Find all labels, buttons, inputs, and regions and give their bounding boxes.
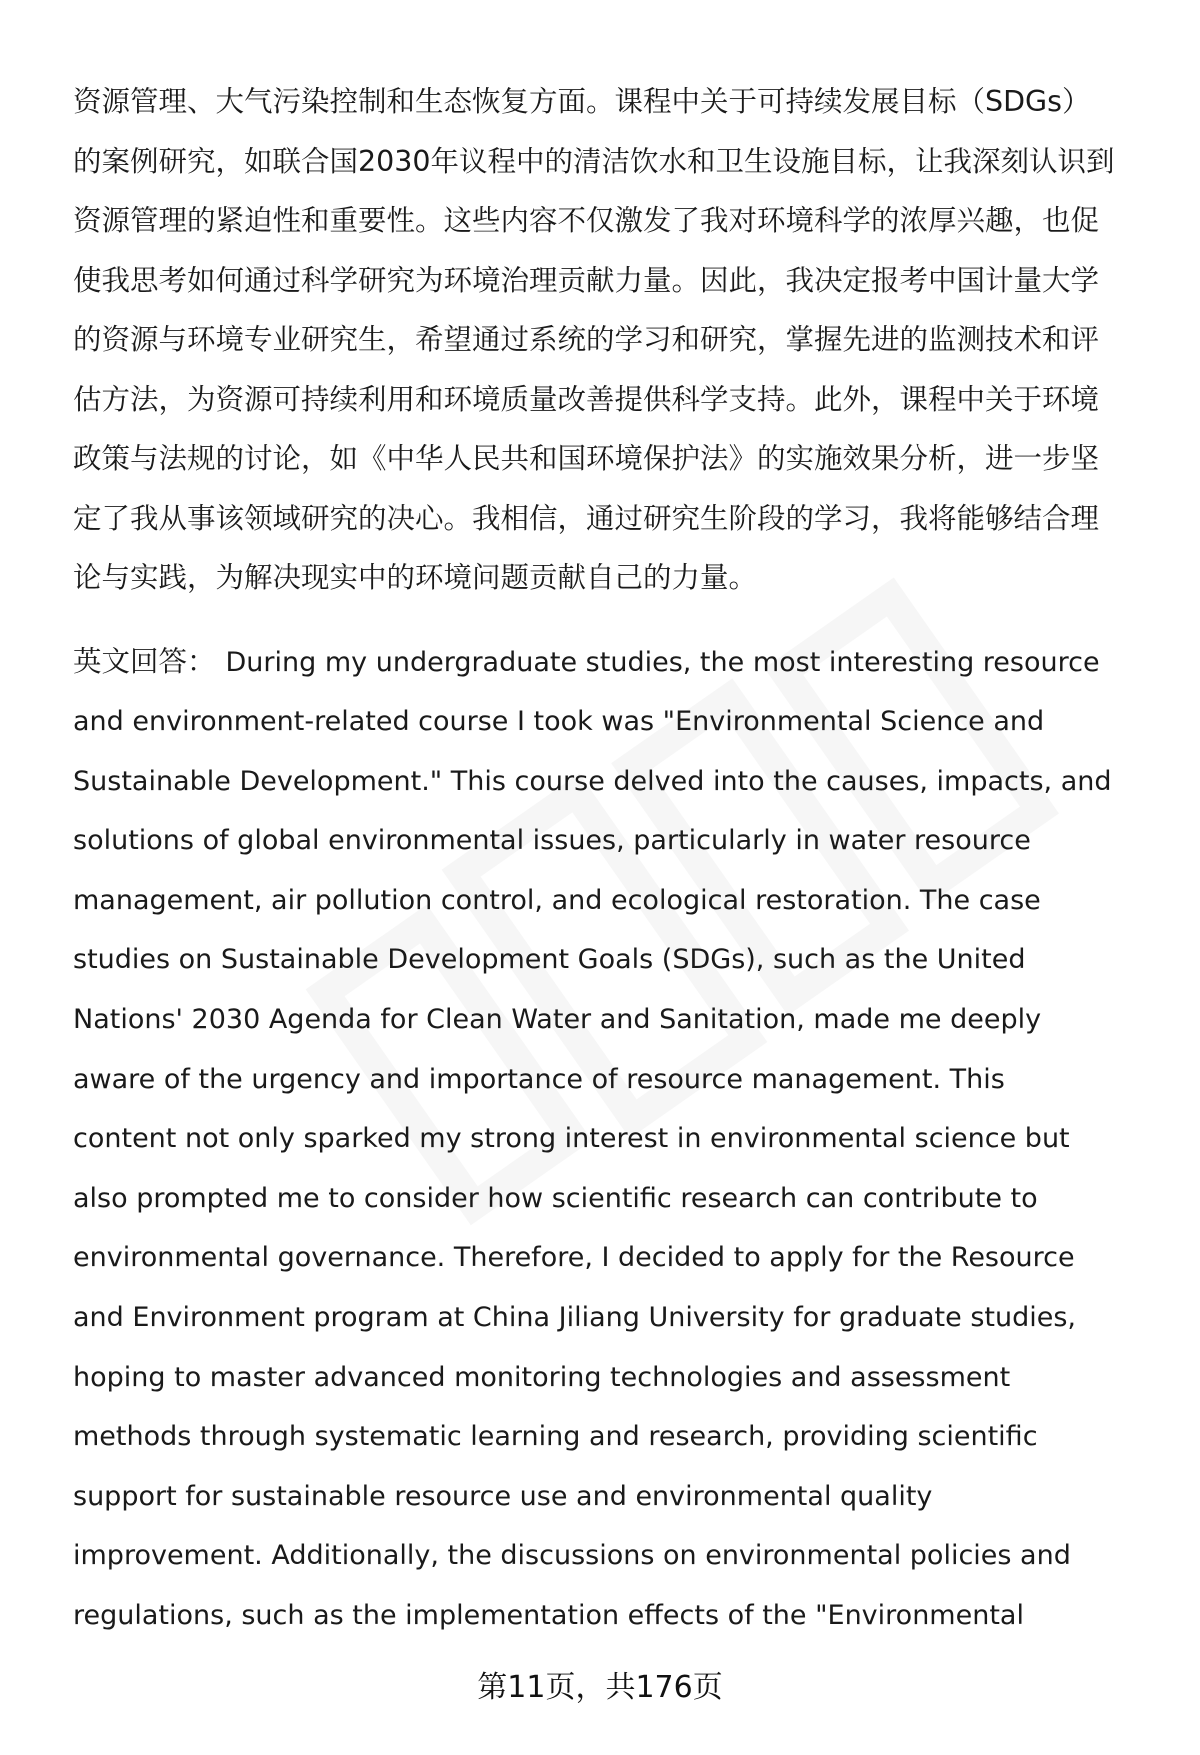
english-line: solutions of global environmental issues, particularly in water resource	[73, 825, 1031, 857]
chinese-line: 估方法，为资源可持续利用和环境质量改善提供科学支持。此外，课程中关于环境	[73, 382, 1100, 416]
english-first-line	[73, 632, 1153, 693]
english-line-text: During my undergraduate studies, the most interesting resource	[225, 646, 1100, 678]
chinese-line: 资源管理的紧迫性和重要性。这些内容不仅激发了我对环境科学的浓厚兴趣，也促	[73, 204, 1100, 237]
english-line: aware of the urgency and importance of resource management. This	[73, 1063, 1005, 1095]
english-line: also prompted me to consider how scientific research can contribute to	[73, 1182, 1038, 1214]
chinese-line: 论与实践，为解决现实中的环境问题贡献自己的力量。	[73, 561, 758, 594]
chinese-line: 资源管理、大气污染控制和生态恢复方面。课程中关于可持续发展目标（SDGs）	[73, 85, 1091, 118]
english-line: regulations, such as the implementation effects of the "Environmental	[73, 1600, 1024, 1631]
chinese-line: 的资源与环境专业研究生，希望通过系统的学习和研究，掌握先进的监测技术和评	[73, 323, 1100, 356]
english-answer-label: 英文回答：	[73, 644, 216, 678]
page-number-footer: 第11页，共176页	[477, 1670, 723, 1705]
english-line: studies on Sustainable Development Goals (SDGs), such as the United	[73, 944, 1026, 976]
english-line: environmental governance. Therefore, I decided to apply for the Resource	[73, 1242, 1075, 1274]
english-line: content not only sparked my strong interest in environmental science but	[73, 1123, 1070, 1155]
english-line: hoping to master advanced monitoring technologies and assessment	[73, 1361, 1011, 1393]
english-line: and environment-related course I took was "Environmental Science and	[73, 706, 1045, 738]
english-line: support for sustainable resource use and environmental quality	[73, 1480, 933, 1512]
english-answer	[73, 632, 1153, 1646]
english-line: and Environment program at China Jiliang University for graduate studies,	[73, 1302, 1076, 1334]
chinese-line: 使我思考如何通过科学研究为环境治理贡献力量。因此，我决定报考中国计量大学	[73, 263, 1100, 297]
document-content	[73, 72, 1153, 1646]
english-line: improvement. Additionally, the discussions on environmental policies and	[73, 1540, 1071, 1572]
chinese-line: 政策与法规的讨论，如《中华人民共和国环境保护法》的实施效果分析，进一步坚	[73, 442, 1100, 475]
english-line: Nations' 2030 Agenda for Clean Water and Sanitation, made me deeply	[73, 1004, 1042, 1036]
chinese-answer	[73, 72, 1153, 608]
english-line: methods through systematic learning and research, providing scientific	[73, 1421, 1038, 1453]
english-line: management, air pollution control, and ecological restoration. The case	[73, 884, 1041, 916]
chinese-line: 定了我从事该领域研究的决心。我相信，通过研究生阶段的学习，我将能够结合理	[73, 501, 1100, 535]
english-line: Sustainable Development." This course delved into the causes, impacts, and	[73, 765, 1112, 797]
chinese-line: 的案例研究，如联合国2030年议程中的清洁饮水和卫生设施目标，让我深刻认识到	[73, 144, 1115, 178]
